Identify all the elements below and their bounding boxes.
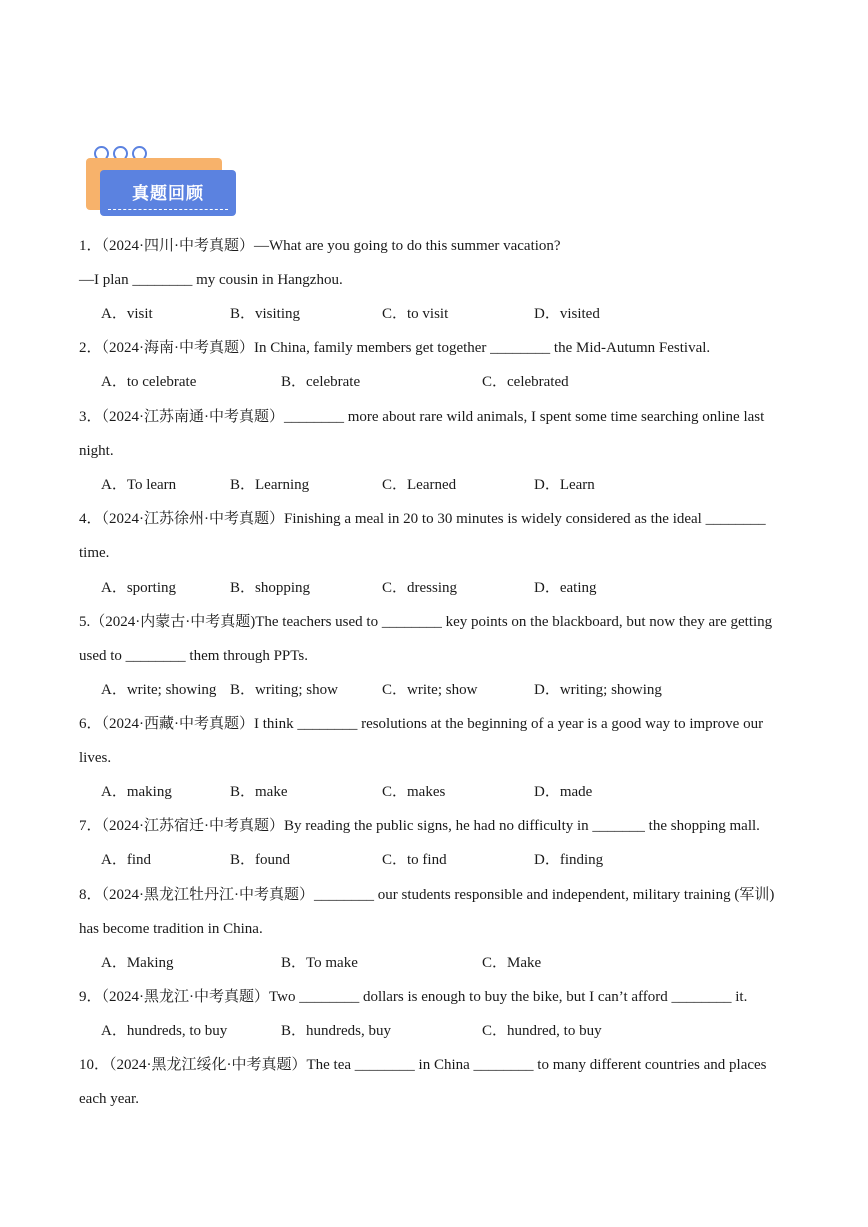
question-9-option-a: A．hundreds, to buy — [101, 1023, 228, 1039]
question-4-line-1: 4．（2024·江苏徐州·中考真题）Finishing a meal in 20 to 30 minutes is widely considered as the ideal ________ — [79, 511, 766, 527]
question-3-option-a: A．To learn — [101, 477, 177, 493]
question-2-option-b: B．celebrate — [281, 374, 361, 390]
question-3-option-c: C．Learned — [382, 477, 457, 493]
question-7-option-c: C．to find — [382, 852, 447, 868]
question-3-line-1: 3．（2024·江苏南通·中考真题）________ more about rare wild animals, I spent some time searching online last — [79, 409, 765, 425]
question-8-option-c: C．Make — [482, 955, 542, 971]
question-8-option-a: A．Making — [101, 955, 174, 971]
question-2-option-c: C．celebrated — [482, 374, 569, 390]
question-2-option-a: A．to celebrate — [101, 374, 197, 390]
question-7-option-d: D．finding — [534, 852, 604, 868]
question-5-option-a: A．write; showing — [101, 682, 217, 698]
question-4-option-b: B．shopping — [230, 580, 311, 596]
question-5-option-c: C．write; show — [382, 682, 478, 698]
question-4-option-a: A．sporting — [101, 580, 177, 596]
question-8-option-b: B．To make — [281, 955, 358, 971]
section-badge — [84, 146, 244, 222]
question-6-line-1: 6．（2024·西藏·中考真题）I think ________ resolutions at the beginning of a year is a good way to improve our — [79, 716, 764, 732]
question-1-option-d: D．visited — [534, 306, 600, 322]
section-title: 真题回顾 — [132, 183, 204, 204]
question-8-line-1: 8．（2024·黑龙江牡丹江·中考真题）________ our students responsible and independent, military training (军训) — [79, 887, 775, 903]
badge-front — [100, 170, 236, 216]
question-10-line-1: 10．（2024·黑龙江绥化·中考真题）The tea ________ in China ________ to many different countries and places — [79, 1057, 767, 1073]
question-1-option-c: C．to visit — [382, 306, 449, 322]
question-7-option-b: B．found — [230, 852, 291, 868]
question-6-option-d: D．made — [534, 784, 593, 800]
question-9-option-b: B．hundreds, buy — [281, 1023, 391, 1039]
question-6-line-2: lives. — [79, 750, 112, 766]
question-4-option-c: C．dressing — [382, 580, 458, 596]
question-10-line-2: each year. — [79, 1091, 139, 1107]
question-1-line-2: —I plan ________ my cousin in Hangzhou. — [79, 272, 343, 288]
question-4-line-2: time. — [79, 545, 110, 561]
question-3-option-b: B．Learning — [230, 477, 310, 493]
question-5-line-2: used to ________ them through PPTs. — [79, 648, 308, 664]
question-6-option-b: B．make — [230, 784, 288, 800]
question-1-option-b: B．visiting — [230, 306, 301, 322]
question-3-line-2: night. — [79, 443, 114, 459]
question-6-option-c: C．makes — [382, 784, 446, 800]
question-8-line-2: has become tradition in China. — [79, 921, 263, 937]
question-3-option-d: D．Learn — [534, 477, 595, 493]
question-1-line-1: 1．（2024·四川·中考真题）—What are you going to do this summer vacation? — [79, 238, 561, 254]
question-9-option-c: C．hundred, to buy — [482, 1023, 602, 1039]
question-6-option-a: A．making — [101, 784, 172, 800]
question-1-option-a: A．visit — [101, 306, 153, 322]
question-2-line-1: 2．（2024·海南·中考真题）In China, family members get together ________ the Mid-Autumn Festival. — [79, 340, 711, 356]
question-5-line-1: 5.（2024·内蒙古·中考真题)The teachers used to ________ key points on the blackboard, but now they are getting — [79, 614, 773, 630]
question-7-line-1: 7．（2024·江苏宿迁·中考真题）By reading the public signs, he had no difficulty in _______ the shopping mall. — [79, 818, 760, 834]
question-5-option-d: D．writing; showing — [534, 682, 662, 698]
question-9-line-1: 9．（2024·黑龙江·中考真题）Two ________ dollars is enough to buy the bike, but I can’t afford ________ it. — [79, 989, 748, 1005]
question-5-option-b: B．writing; show — [230, 682, 338, 698]
question-4-option-d: D．eating — [534, 580, 597, 596]
question-7-option-a: A．find — [101, 852, 151, 868]
